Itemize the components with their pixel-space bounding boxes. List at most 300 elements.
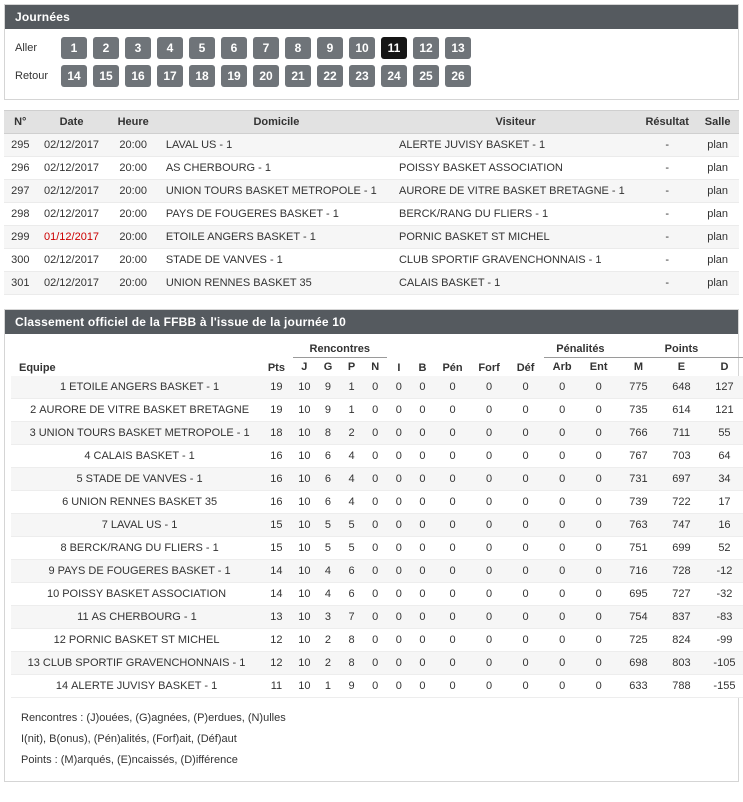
standings-rank: 10 <box>46 588 60 600</box>
standings-pts: 18 <box>260 422 292 445</box>
match-num: 298 <box>4 203 37 226</box>
match-visiteur: CALAIS BASKET - 1 <box>393 272 638 295</box>
header-domicile: Domicile <box>160 111 393 134</box>
standings-b: 0 <box>411 445 435 468</box>
standings-e: 837 <box>660 606 703 629</box>
match-heure: 20:00 <box>107 272 160 295</box>
standings-arb: 0 <box>544 652 581 675</box>
standings-ent: 0 <box>580 629 617 652</box>
match-domicile: ETOILE ANGERS BASKET - 1 <box>160 226 393 249</box>
standings-j: 10 <box>293 445 317 468</box>
standings-forf: 0 <box>471 537 508 560</box>
standings-pts: 15 <box>260 537 292 560</box>
standings-team-name: BERCK/RANG DU FLIERS - 1 <box>69 542 219 554</box>
journees-row-label: Retour <box>15 70 49 82</box>
standings-def: 0 <box>507 491 544 514</box>
header-d: D <box>720 361 729 373</box>
standings-b: 0 <box>411 422 435 445</box>
day-button-15[interactable]: 15 <box>93 65 119 87</box>
standings-pts: 12 <box>260 652 292 675</box>
day-button-19[interactable]: 19 <box>221 65 247 87</box>
match-heure: 20:00 <box>107 180 160 203</box>
standings-i: 0 <box>387 629 411 652</box>
standings-pts: 16 <box>260 468 292 491</box>
standings-p: 1 <box>340 376 364 399</box>
day-button-13[interactable]: 13 <box>445 37 471 59</box>
standings-j: 10 <box>293 376 317 399</box>
header-num: N° <box>4 111 37 134</box>
standings-team-cell <box>11 514 260 537</box>
table-row <box>11 652 743 675</box>
standings-d: 64 <box>703 445 743 468</box>
match-resultat: - <box>638 157 696 180</box>
standings-pts: 14 <box>260 583 292 606</box>
standings-team-cell <box>11 422 260 445</box>
salle-plan-link[interactable]: plan <box>707 162 729 174</box>
standings-def: 0 <box>507 560 544 583</box>
match-visiteur: ALERTE JUVISY BASKET - 1 <box>393 134 638 157</box>
table-row <box>11 560 743 583</box>
day-button-9[interactable]: 9 <box>317 37 343 59</box>
standings-d: -12 <box>703 560 743 583</box>
standings-g: 5 <box>316 514 340 537</box>
standings-team-name: CALAIS BASKET - 1 <box>93 450 195 462</box>
standings-e: 747 <box>660 514 703 537</box>
standings-e: 722 <box>660 491 703 514</box>
standings-team-name: ETOILE ANGERS BASKET - 1 <box>69 381 220 393</box>
header-b: B <box>418 362 427 374</box>
match-date: 01/12/2017 <box>37 226 107 249</box>
match-domicile: UNION TOURS BASKET METROPOLE - 1 <box>160 180 393 203</box>
standings-m: 725 <box>617 629 660 652</box>
standings-arb: 0 <box>544 629 581 652</box>
journees-row-retour <box>15 65 728 87</box>
match-domicile: LAVAL US - 1 <box>160 134 393 157</box>
standings-team-name: POISSY BASKET ASSOCIATION <box>62 588 227 600</box>
standings-j: 10 <box>293 422 317 445</box>
table-row <box>11 606 743 629</box>
day-button-20[interactable]: 20 <box>253 65 279 87</box>
standings-i: 0 <box>387 583 411 606</box>
standings-b: 0 <box>411 537 435 560</box>
day-button-3[interactable]: 3 <box>125 37 151 59</box>
header-pts: Pts <box>267 362 285 374</box>
standings-g: 9 <box>316 376 340 399</box>
match-visiteur: PORNIC BASKET ST MICHEL <box>393 226 638 249</box>
standings-e: 788 <box>660 675 703 698</box>
standings-m: 763 <box>617 514 660 537</box>
standings-ent: 0 <box>580 583 617 606</box>
standings-n: 0 <box>363 399 387 422</box>
standings-pen: 0 <box>434 606 471 629</box>
standings-g: 1 <box>316 675 340 698</box>
standings-g: 5 <box>316 537 340 560</box>
standings-e: 703 <box>660 445 703 468</box>
classement-group-header-row <box>11 340 743 358</box>
standings-p: 4 <box>340 491 364 514</box>
standings-rank: 11 <box>77 611 89 623</box>
standings-forf: 0 <box>471 629 508 652</box>
standings-pen: 0 <box>434 399 471 422</box>
standings-team-name: AS CHERBOURG - 1 <box>91 611 197 623</box>
standings-team-cell <box>11 652 260 675</box>
match-date: 02/12/2017 <box>37 180 107 203</box>
standings-m: 751 <box>617 537 660 560</box>
standings-ent: 0 <box>580 514 617 537</box>
standings-m: 716 <box>617 560 660 583</box>
day-button-23[interactable]: 23 <box>349 65 375 87</box>
standings-def: 0 <box>507 376 544 399</box>
standings-e: 803 <box>660 652 703 675</box>
match-salle-cell <box>696 134 739 157</box>
standings-g: 4 <box>316 560 340 583</box>
standings-pts: 16 <box>260 445 292 468</box>
standings-rank: 5 <box>76 473 83 485</box>
standings-n: 0 <box>363 445 387 468</box>
match-num: 301 <box>4 272 37 295</box>
standings-p: 6 <box>340 583 364 606</box>
header-resultat: Résultat <box>638 111 696 134</box>
standings-j: 10 <box>293 675 317 698</box>
match-heure: 20:00 <box>107 249 160 272</box>
standings-i: 0 <box>387 537 411 560</box>
standings-m: 766 <box>617 422 660 445</box>
standings-team-cell <box>11 376 260 399</box>
standings-b: 0 <box>411 560 435 583</box>
standings-d: 17 <box>703 491 743 514</box>
day-button-6[interactable]: 6 <box>221 37 247 59</box>
standings-team-cell <box>11 560 260 583</box>
day-button-16[interactable]: 16 <box>125 65 151 87</box>
standings-pts: 12 <box>260 629 292 652</box>
standings-pen: 0 <box>434 445 471 468</box>
standings-g: 4 <box>316 583 340 606</box>
table-row <box>11 399 743 422</box>
match-resultat: - <box>638 249 696 272</box>
standings-team-name: LAVAL US - 1 <box>110 519 178 531</box>
standings-team-cell <box>11 629 260 652</box>
matches-body <box>4 134 739 295</box>
match-num: 299 <box>4 226 37 249</box>
classement-body-rows <box>11 376 743 698</box>
standings-j: 10 <box>293 491 317 514</box>
standings-b: 0 <box>411 491 435 514</box>
match-domicile: AS CHERBOURG - 1 <box>160 157 393 180</box>
standings-arb: 0 <box>544 445 581 468</box>
standings-ent: 0 <box>580 606 617 629</box>
standings-d: -155 <box>703 675 743 698</box>
standings-def: 0 <box>507 399 544 422</box>
standings-rank: 7 <box>101 519 108 531</box>
standings-team-name: AURORE DE VITRE BASKET BRETAGNE <box>39 404 250 416</box>
table-row <box>4 157 739 180</box>
standings-m: 767 <box>617 445 660 468</box>
standings-pen: 0 <box>434 675 471 698</box>
match-resultat: - <box>638 203 696 226</box>
day-button-17[interactable]: 17 <box>157 65 183 87</box>
table-row <box>11 491 743 514</box>
standings-pen: 0 <box>434 514 471 537</box>
day-button-5[interactable]: 5 <box>189 37 215 59</box>
standings-p: 9 <box>340 675 364 698</box>
match-salle-cell <box>696 180 739 203</box>
standings-d: -99 <box>703 629 743 652</box>
header-def: Déf <box>516 362 535 374</box>
standings-def: 0 <box>507 514 544 537</box>
header-p: P <box>347 361 356 373</box>
standings-m: 633 <box>617 675 660 698</box>
standings-arb: 0 <box>544 583 581 606</box>
standings-j: 10 <box>293 606 317 629</box>
standings-pts: 19 <box>260 376 292 399</box>
legend <box>21 708 728 771</box>
standings-b: 0 <box>411 376 435 399</box>
standings-d: 16 <box>703 514 743 537</box>
standings-team-name: PORNIC BASKET ST MICHEL <box>68 634 220 646</box>
standings-i: 0 <box>387 606 411 629</box>
day-button-7[interactable]: 7 <box>253 37 279 59</box>
header-pen: Pén <box>442 362 463 374</box>
standings-ent: 0 <box>580 652 617 675</box>
standings-def: 0 <box>507 652 544 675</box>
header-n: N <box>371 361 380 373</box>
standings-team-name: CLUB SPORTIF GRAVENCHONNAIS - 1 <box>42 657 246 669</box>
standings-e: 614 <box>660 399 703 422</box>
header-penalites: Pénalités <box>544 340 617 358</box>
table-row <box>4 249 739 272</box>
classement-title: Classement officiel de la FFBB à l'issue de la journée 10 <box>5 310 738 334</box>
standings-forf: 0 <box>471 583 508 606</box>
match-num: 300 <box>4 249 37 272</box>
standings-i: 0 <box>387 399 411 422</box>
standings-def: 0 <box>507 629 544 652</box>
standings-team-name: ALERTE JUVISY BASKET - 1 <box>71 680 218 692</box>
standings-p: 7 <box>340 606 364 629</box>
standings-i: 0 <box>387 422 411 445</box>
page-root <box>0 4 743 802</box>
standings-forf: 0 <box>471 491 508 514</box>
standings-pts: 16 <box>260 491 292 514</box>
standings-d: 121 <box>703 399 743 422</box>
standings-arb: 0 <box>544 606 581 629</box>
standings-n: 0 <box>363 583 387 606</box>
header-date: Date <box>37 111 107 134</box>
header-e: E <box>677 361 686 373</box>
standings-pen: 0 <box>434 629 471 652</box>
standings-arb: 0 <box>544 675 581 698</box>
match-domicile: STADE DE VANVES - 1 <box>160 249 393 272</box>
standings-team-name: UNION TOURS BASKET METROPOLE - 1 <box>38 427 250 439</box>
standings-p: 1 <box>340 399 364 422</box>
day-button-14[interactable]: 14 <box>61 65 87 87</box>
table-row <box>11 514 743 537</box>
standings-arb: 0 <box>544 468 581 491</box>
standings-pts: 19 <box>260 399 292 422</box>
standings-team-name: UNION RENNES BASKET 35 <box>71 496 218 508</box>
match-date: 02/12/2017 <box>37 157 107 180</box>
standings-forf: 0 <box>471 675 508 698</box>
header-heure: Heure <box>107 111 160 134</box>
standings-e: 824 <box>660 629 703 652</box>
standings-g: 2 <box>316 629 340 652</box>
salle-plan-link[interactable]: plan <box>707 254 729 266</box>
day-button-24[interactable]: 24 <box>381 65 407 87</box>
match-domicile: UNION RENNES BASKET 35 <box>160 272 393 295</box>
standings-n: 0 <box>363 675 387 698</box>
match-salle-cell <box>696 272 739 295</box>
day-button-10[interactable]: 10 <box>349 37 375 59</box>
standings-team-cell <box>11 399 260 422</box>
header-i: I <box>397 362 401 374</box>
match-salle-cell <box>696 157 739 180</box>
match-date: 02/12/2017 <box>37 249 107 272</box>
standings-forf: 0 <box>471 468 508 491</box>
standings-m: 739 <box>617 491 660 514</box>
day-button-1[interactable]: 1 <box>61 37 87 59</box>
standings-b: 0 <box>411 468 435 491</box>
standings-team-name: PAYS DE FOUGERES BASKET - 1 <box>57 565 231 577</box>
match-date: 02/12/2017 <box>37 134 107 157</box>
standings-g: 9 <box>316 399 340 422</box>
standings-rank: 1 <box>60 381 67 393</box>
standings-p: 4 <box>340 468 364 491</box>
standings-b: 0 <box>411 514 435 537</box>
match-heure: 20:00 <box>107 134 160 157</box>
day-button-26[interactable]: 26 <box>445 65 471 87</box>
salle-plan-link[interactable]: plan <box>707 139 729 151</box>
standings-ent: 0 <box>580 537 617 560</box>
day-button-8[interactable]: 8 <box>285 37 311 59</box>
standings-j: 10 <box>293 652 317 675</box>
standings-g: 3 <box>316 606 340 629</box>
salle-plan-link[interactable]: plan <box>707 208 729 220</box>
standings-pen: 0 <box>434 468 471 491</box>
standings-team-cell <box>11 468 260 491</box>
journees-title: Journées <box>5 5 738 29</box>
header-arb: Arb <box>552 361 572 373</box>
table-row <box>11 445 743 468</box>
header-rencontres: Rencontres <box>293 340 388 358</box>
day-button-22[interactable]: 22 <box>317 65 343 87</box>
standings-forf: 0 <box>471 652 508 675</box>
salle-plan-link[interactable]: plan <box>707 231 729 243</box>
standings-e: 727 <box>660 583 703 606</box>
standings-team-cell <box>11 606 260 629</box>
standings-n: 0 <box>363 606 387 629</box>
match-heure: 20:00 <box>107 203 160 226</box>
day-button-18[interactable]: 18 <box>189 65 215 87</box>
standings-m: 695 <box>617 583 660 606</box>
header-ent: Ent <box>589 361 608 373</box>
standings-pen: 0 <box>434 422 471 445</box>
standings-j: 10 <box>293 514 317 537</box>
day-button-4[interactable]: 4 <box>157 37 183 59</box>
header-m: M <box>633 361 643 373</box>
standings-g: 2 <box>316 652 340 675</box>
standings-rank: 12 <box>53 634 66 646</box>
standings-b: 0 <box>411 652 435 675</box>
standings-ent: 0 <box>580 422 617 445</box>
standings-arb: 0 <box>544 537 581 560</box>
standings-rank: 13 <box>27 657 40 669</box>
standings-m: 754 <box>617 606 660 629</box>
standings-arb: 0 <box>544 560 581 583</box>
standings-j: 10 <box>293 468 317 491</box>
standings-pen: 0 <box>434 583 471 606</box>
standings-p: 5 <box>340 514 364 537</box>
salle-plan-link[interactable]: plan <box>707 185 729 197</box>
table-row <box>4 134 739 157</box>
classement-panel <box>4 309 739 782</box>
standings-i: 0 <box>387 376 411 399</box>
standings-n: 0 <box>363 376 387 399</box>
standings-i: 0 <box>387 491 411 514</box>
matches-header-row <box>4 111 739 134</box>
standings-p: 4 <box>340 445 364 468</box>
standings-i: 0 <box>387 468 411 491</box>
match-num: 295 <box>4 134 37 157</box>
standings-def: 0 <box>507 422 544 445</box>
standings-n: 0 <box>363 468 387 491</box>
standings-e: 648 <box>660 376 703 399</box>
standings-g: 6 <box>316 445 340 468</box>
day-button-12[interactable]: 12 <box>413 37 439 59</box>
table-row <box>11 537 743 560</box>
match-visiteur: CLUB SPORTIF GRAVENCHONNAIS - 1 <box>393 249 638 272</box>
match-visiteur: BERCK/RANG DU FLIERS - 1 <box>393 203 638 226</box>
day-button-21[interactable]: 21 <box>285 65 311 87</box>
standings-team-name: STADE DE VANVES - 1 <box>85 473 203 485</box>
classement-header <box>11 340 743 376</box>
table-row <box>11 629 743 652</box>
standings-rank: 8 <box>60 542 67 554</box>
day-button-25[interactable]: 25 <box>413 65 439 87</box>
match-heure: 20:00 <box>107 226 160 249</box>
match-resultat: - <box>638 134 696 157</box>
journees-nav <box>15 37 728 87</box>
standings-def: 0 <box>507 468 544 491</box>
table-row <box>4 272 739 295</box>
standings-forf: 0 <box>471 606 508 629</box>
header-points: Points <box>617 340 743 358</box>
standings-forf: 0 <box>471 560 508 583</box>
standings-p: 5 <box>340 537 364 560</box>
standings-pts: 15 <box>260 514 292 537</box>
match-domicile: PAYS DE FOUGERES BASKET - 1 <box>160 203 393 226</box>
standings-d: -32 <box>703 583 743 606</box>
match-salle-cell <box>696 249 739 272</box>
standings-def: 0 <box>507 583 544 606</box>
standings-forf: 0 <box>471 376 508 399</box>
journees-row-label: Aller <box>15 42 38 54</box>
standings-arb: 0 <box>544 399 581 422</box>
standings-ent: 0 <box>580 560 617 583</box>
standings-ent: 0 <box>580 468 617 491</box>
salle-plan-link[interactable]: plan <box>707 277 729 289</box>
classement-body <box>5 334 738 781</box>
standings-n: 0 <box>363 422 387 445</box>
match-salle-cell <box>696 203 739 226</box>
standings-pts: 14 <box>260 560 292 583</box>
standings-arb: 0 <box>544 376 581 399</box>
standings-ent: 0 <box>580 445 617 468</box>
standings-pen: 0 <box>434 491 471 514</box>
standings-p: 6 <box>340 560 364 583</box>
day-button-11[interactable]: 11 <box>381 37 407 59</box>
standings-b: 0 <box>411 583 435 606</box>
day-button-2[interactable]: 2 <box>93 37 119 59</box>
standings-p: 8 <box>340 629 364 652</box>
